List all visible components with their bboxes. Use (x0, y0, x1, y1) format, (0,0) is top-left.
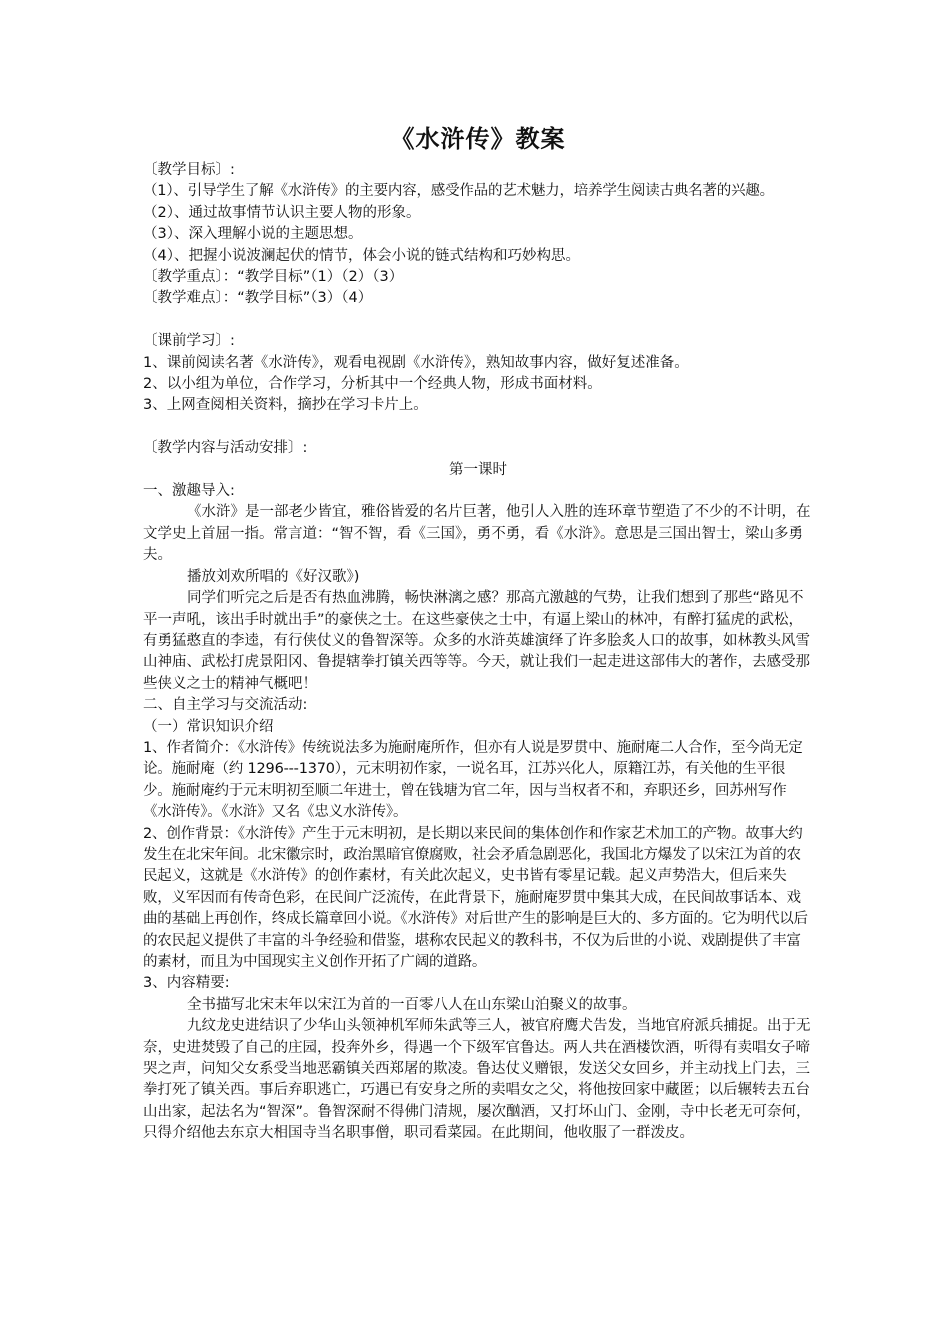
part2-heading: 二、自主学习与交流活动: (143, 697, 308, 714)
sub1-heading: （一）常识知识介绍 (143, 718, 274, 735)
document-title: 《水浒传》教案 (390, 125, 566, 153)
part1-paragraph-2: 播放刘欢所唱的《好汉歌》) (187, 568, 360, 585)
prestudy-item-1: 1、课前阅读名著《水浒传》，观看电视剧《水浒传》，熟知故事内容，做好复述准备。 (143, 354, 689, 371)
goal-item-1: （1）、引导学生了解《水浒传》的主要内容，感受作品的艺术魅力，培养学生阅读古典名著的兴趣。 (143, 183, 774, 200)
goal-item-4: （4）、把握小说波澜起伏的情节，体会小说的链式结构和巧妙构思。 (143, 247, 580, 264)
prestudy-item-2: 2、以小组为单位，合作学习，分析其中一个经典人物，形成书面材料。 (143, 376, 602, 393)
prestudy-item-3: 3、上网查阅相关资料，摘抄在学习卡片上。 (143, 397, 428, 414)
difficult-points: 〔教学难点〕：“教学目标”（3）（4） (143, 290, 373, 307)
summary-paragraph-1: 全书描写北宋末年以宋江为首的一百零八人在山东梁山泊聚义的故事。 (187, 996, 637, 1013)
spacer (143, 417, 813, 438)
summary-paragraph-2: 九纹龙史进结识了少华山头领神机军师朱武等三人，被官府鹰犬告发，当地官府派兵捕捉。出于无奈，史进焚毁了自己的庄园，投奔外乡，得遇一个下级军官鲁达。两人共在酒楼饮酒，听得有卖唱女子啼哭之声，问知父女系受当地恶霸镇关西郑屠的欺凌。鲁达仗义赠银，发送父女回乡，并主动找上门去，三拳打死了镇关西。事后弃职逃亡，巧遇已有安身之所的卖唱女之父，将他按回家中藏匿；以后辗转去五台山出家，起法名为“智深”。鲁智深耐不得佛门清规，屡次酗酒，又打坏山门、金刚，寺中长老无可奈何，只得介绍他去东京大相国寺当名职事僧，职司看菜园。在此期间，他收服了一群泼皮。 (143, 1018, 811, 1142)
summary-heading: 3、内容精要: (143, 975, 230, 992)
goals-heading: 〔教学目标〕: (143, 162, 235, 178)
spacer (143, 310, 813, 331)
key-points: 〔教学重点〕：“教学目标”（1）（2）（3） (143, 269, 404, 286)
lesson-label: 第一课时 (449, 461, 507, 478)
creation-background: 2、创作背景：《水浒传》产生于元末明初，是长期以来民间的集体创作和作家艺术加工的产物。故事大约发生在北宋年间。北宋徽宗时，政治黑暗官僚腐败，社会矛盾急剧恶化，我国北方爆发了以宋江为首的农民起义，这就是《水浒传》的创作素材，有关此次起义，史书皆有零星记载。起义声势浩大，但后来失败，义军因而有传奇色彩，在民间广泛流传，在此背景下，施耐庵罗贯中集其大成，在民间故事话本、戏曲的基础上再创作，终成长篇章回小说。《水浒传》对后世产生的影响是巨大的、多方面的。它为明代以后的农民起义提供了丰富的斗争经验和借鉴，堪称农民起义的教科书，不仅为后世的小说、戏剧提供了丰富的素材，而且为中国现实主义创作开拓了广阔的道路。 (143, 825, 808, 970)
part1-paragraph-3: 同学们听完之后是否有热血沸腾，畅快淋漓之感？那高亢激越的气势，让我们想到了那些“路见不平一声吼，该出手时就出手”的豪侠之士。在这些豪侠之士中，有逼上梁山的林冲，有醉打猛虎的武松，有勇猛憨直的李逵，有行侠仗义的鲁智深等。众多的水浒英雄演绎了许多脍炙人口的故事，如林教头风雪山神庙、武松打虎景阳冈、鲁提辖拳打镇关西等等。今天，就让我们一起走进这部伟大的著作，去感受那些侠义之士的精神气概吧！ (143, 590, 810, 692)
part1-heading: 一、激趣导入: (143, 483, 235, 500)
part1-paragraph-1: 《水浒》是一部老少皆宜，雅俗皆爱的名片巨著，他引人入胜的连环章节塑造了不少的不计明，在文学史上首屈一指。常言道：“智不智，看《三国》，勇不勇，看《水浒》。意思是三国出智士，梁山多勇夫。 (143, 504, 811, 564)
prestudy-heading: 〔课前学习〕: (143, 333, 235, 350)
goal-item-2: （2）、通过故事情节认识主要人物的形象。 (143, 204, 421, 221)
goal-item-3: （3）、深入理解小说的主题思想。 (143, 226, 363, 243)
author-intro: 1、作者简介：《水浒传》传统说法多为施耐庵所作，但亦有人说是罗贯中、施耐庵二人合作，至今尚无定论。施耐庵（约 1296---1370），元末明初作家，一说名耳，江苏兴化人，原籍江苏，有关他的生平很少。施耐庵约于元末明初至顺二年进士，曾在钱塘为官二年，因与当权者不和，弃职还乡，回苏州写作《水浒传》。《水浒》又名《忠义水浒传》。 (143, 739, 803, 821)
content-heading: 〔教学内容与活动安排〕: (143, 440, 308, 457)
document-page (143, 120, 813, 1145)
